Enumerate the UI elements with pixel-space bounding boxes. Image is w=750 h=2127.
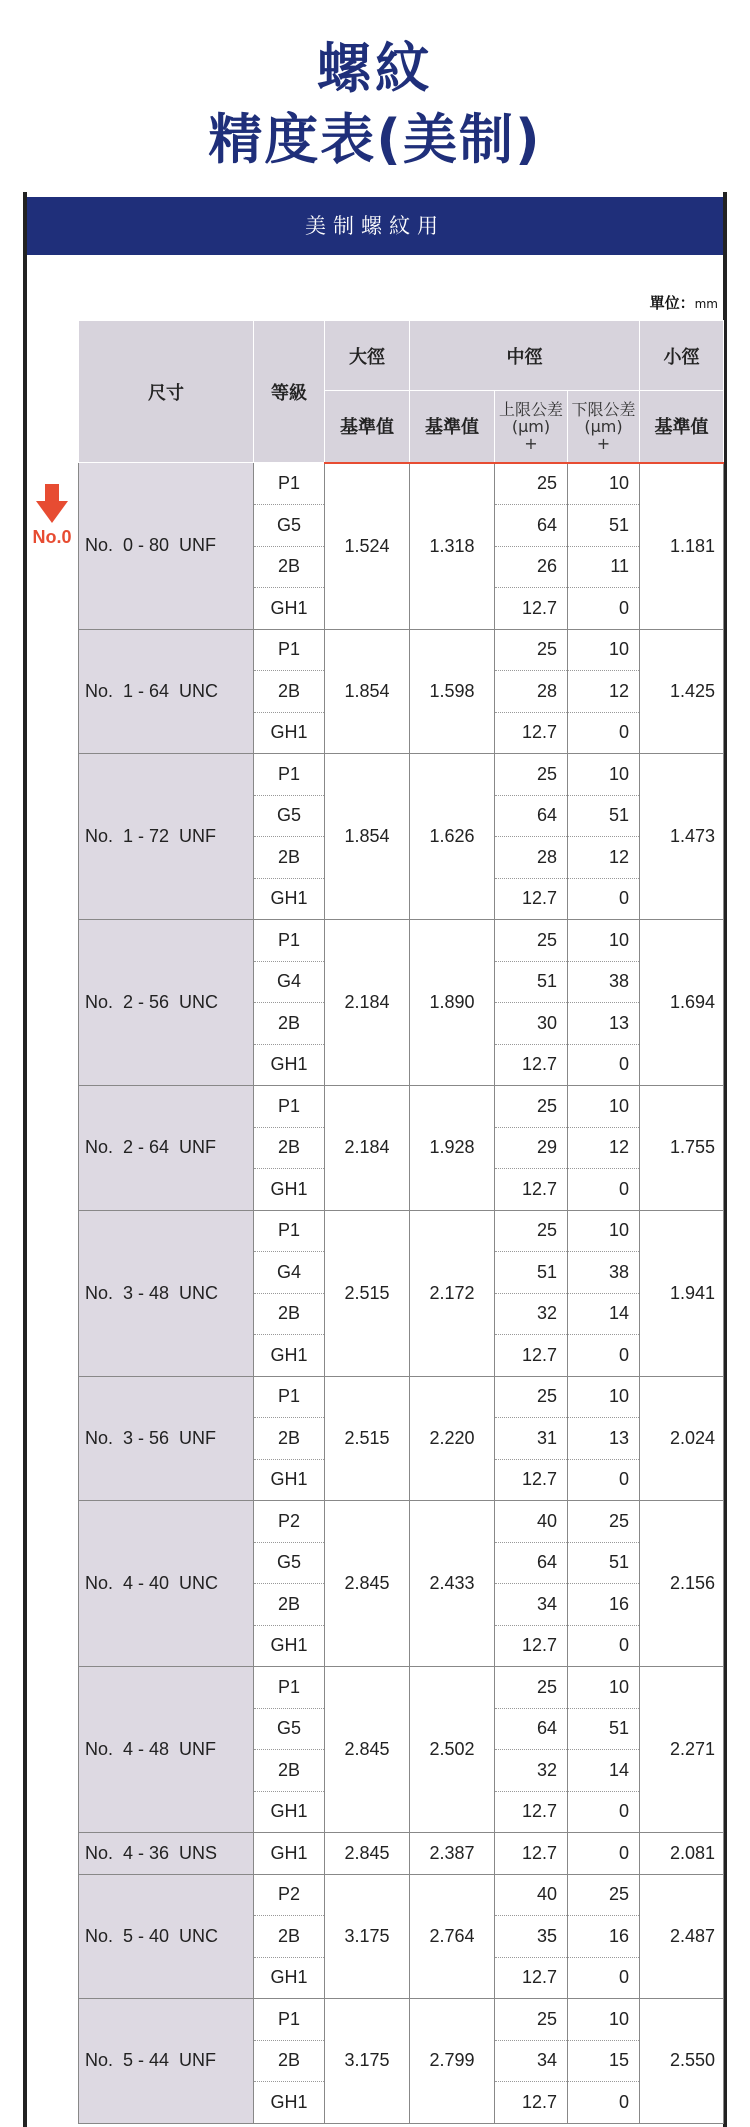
minor-diameter-cell: 1.425 bbox=[640, 629, 724, 754]
lower-tolerance-cell: 51 bbox=[568, 1708, 640, 1750]
lower-tolerance-cell: 10 bbox=[568, 1999, 640, 2041]
pitch-diameter-cell: 1.318 bbox=[410, 463, 495, 630]
header-lower-tolerance bbox=[568, 391, 640, 463]
upper-tolerance-cell: 12.7 bbox=[495, 588, 568, 630]
grade-cell: 2B bbox=[254, 1127, 325, 1169]
minor-diameter-cell: 1.755 bbox=[640, 1086, 724, 1211]
grade-cell: P1 bbox=[254, 754, 325, 796]
table-row bbox=[79, 920, 724, 962]
pitch-diameter-cell: 1.928 bbox=[410, 1086, 495, 1211]
grade-cell: GH1 bbox=[254, 1169, 325, 1211]
upper-tolerance-cell: 12.7 bbox=[495, 1625, 568, 1667]
upper-tolerance-cell: 26 bbox=[495, 546, 568, 588]
upper-tolerance-cell: 12.7 bbox=[495, 878, 568, 920]
upper-tolerance-cell: 12.7 bbox=[495, 1791, 568, 1833]
thread-size-cell: No. 2 - 64 UNF bbox=[79, 1086, 254, 1211]
lower-tolerance-cell: 0 bbox=[568, 1459, 640, 1501]
lower-tolerance-cell: 0 bbox=[568, 878, 640, 920]
upper-tolerance-cell: 25 bbox=[495, 754, 568, 796]
lower-tolerance-cell: 10 bbox=[568, 1086, 640, 1128]
upper-unit: (µm) bbox=[511, 416, 551, 436]
unit-value: mm bbox=[694, 297, 718, 311]
size-marker bbox=[25, 484, 79, 548]
grade-cell: 2B bbox=[254, 1584, 325, 1626]
pitch-diameter-cell: 2.764 bbox=[410, 1874, 495, 1999]
major-diameter-cell: 2.845 bbox=[325, 1501, 410, 1667]
lower-tolerance-cell: 0 bbox=[568, 2082, 640, 2124]
upper-tolerance-cell: 40 bbox=[495, 1501, 568, 1543]
pitch-diameter-cell: 2.172 bbox=[410, 1210, 495, 1376]
major-diameter-cell: 1.524 bbox=[325, 463, 410, 630]
lower-tolerance-cell: 10 bbox=[568, 754, 640, 796]
upper-tolerance-cell: 31 bbox=[495, 1418, 568, 1460]
upper-tolerance-cell: 64 bbox=[495, 795, 568, 837]
grade-cell: G5 bbox=[254, 1708, 325, 1750]
upper-tolerance-cell: 12.7 bbox=[495, 1169, 568, 1211]
lower-tolerance-cell: 13 bbox=[568, 1418, 640, 1460]
thread-size-cell: No. 4 - 40 UNC bbox=[79, 1501, 254, 1667]
upper-tolerance-cell: 25 bbox=[495, 1999, 568, 2041]
grade-cell: 2B bbox=[254, 546, 325, 588]
thread-size-cell: No. 4 - 48 UNF bbox=[79, 1667, 254, 1833]
table-row bbox=[79, 1376, 724, 1418]
table-row bbox=[79, 1999, 724, 2041]
grade-cell: GH1 bbox=[254, 1833, 325, 1875]
grade-cell: GH1 bbox=[254, 1044, 325, 1086]
minor-diameter-cell: 1.694 bbox=[640, 920, 724, 1086]
table-row bbox=[79, 629, 724, 671]
thread-size-cell: No. 1 - 64 UNC bbox=[79, 629, 254, 754]
upper-tolerance-cell: 12.7 bbox=[495, 712, 568, 754]
table-row bbox=[79, 1874, 724, 1916]
lower-unit: (µm) bbox=[584, 416, 623, 436]
pitch-diameter-cell: 2.220 bbox=[410, 1376, 495, 1501]
grade-cell: GH1 bbox=[254, 588, 325, 630]
arrow-down-icon-stem bbox=[45, 484, 59, 501]
upper-tolerance-cell: 25 bbox=[495, 629, 568, 671]
lower-tolerance-cell: 10 bbox=[568, 1376, 640, 1418]
grade-cell: P1 bbox=[254, 1086, 325, 1128]
grade-cell: GH1 bbox=[254, 1957, 325, 1999]
major-diameter-cell: 1.854 bbox=[325, 754, 410, 920]
lower-tolerance-cell: 38 bbox=[568, 961, 640, 1003]
grade-cell: G5 bbox=[254, 1542, 325, 1584]
lower-tolerance-cell: 0 bbox=[568, 588, 640, 630]
grade-cell: GH1 bbox=[254, 878, 325, 920]
lower-tolerance-cell: 0 bbox=[568, 1791, 640, 1833]
grade-cell: P1 bbox=[254, 1999, 325, 2041]
arrow-down-icon bbox=[36, 501, 68, 523]
major-diameter-cell: 2.184 bbox=[325, 920, 410, 1086]
unit-label: 單位： bbox=[649, 294, 695, 312]
grade-cell: GH1 bbox=[254, 2082, 325, 2124]
header-class: 等級 bbox=[254, 321, 325, 463]
upper-tolerance-cell: 64 bbox=[495, 1542, 568, 1584]
grade-cell: P1 bbox=[254, 1210, 325, 1252]
grade-cell: P1 bbox=[254, 629, 325, 671]
page-subtitle: 精度表(美制) bbox=[208, 108, 542, 171]
major-diameter-cell: 3.175 bbox=[325, 1999, 410, 2124]
lower-tolerance-cell: 12 bbox=[568, 671, 640, 713]
thread-size-cell: No. 2 - 56 UNC bbox=[79, 920, 254, 1086]
upper-tolerance-cell: 51 bbox=[495, 961, 568, 1003]
upper-tolerance-cell: 25 bbox=[495, 1086, 568, 1128]
grade-cell: P2 bbox=[254, 1874, 325, 1916]
major-diameter-cell: 2.515 bbox=[325, 1376, 410, 1501]
lower-tolerance-cell: 25 bbox=[568, 1874, 640, 1916]
grade-cell: G4 bbox=[254, 1252, 325, 1294]
upper-tolerance-cell: 25 bbox=[495, 1376, 568, 1418]
grade-cell: P1 bbox=[254, 920, 325, 962]
grade-cell: 2B bbox=[254, 671, 325, 713]
upper-tolerance-cell: 28 bbox=[495, 671, 568, 713]
grade-cell: P1 bbox=[254, 1667, 325, 1709]
grade-cell: 2B bbox=[254, 1916, 325, 1958]
upper-sign: + bbox=[524, 433, 538, 453]
lower-tolerance-cell: 25 bbox=[568, 1501, 640, 1543]
thread-size-cell: No. 3 - 56 UNF bbox=[79, 1376, 254, 1501]
lower-tolerance-cell: 10 bbox=[568, 920, 640, 962]
pitch-diameter-cell: 2.433 bbox=[410, 1501, 495, 1667]
pitch-diameter-cell: 1.626 bbox=[410, 754, 495, 920]
lower-tolerance-cell: 51 bbox=[568, 795, 640, 837]
minor-diameter-cell: 2.550 bbox=[640, 1999, 724, 2124]
upper-tolerance-cell: 25 bbox=[495, 920, 568, 962]
page-title: 螺紋 bbox=[317, 37, 433, 100]
lower-tolerance-cell: 16 bbox=[568, 1584, 640, 1626]
upper-tolerance-cell: 12.7 bbox=[495, 1833, 568, 1875]
upper-tolerance-cell: 12.7 bbox=[495, 1957, 568, 1999]
lower-tolerance-cell: 0 bbox=[568, 1044, 640, 1086]
table-row bbox=[79, 1833, 724, 1875]
upper-tolerance-cell: 29 bbox=[495, 1127, 568, 1169]
upper-tolerance-cell: 25 bbox=[495, 463, 568, 505]
section-banner: 美制螺紋用 bbox=[27, 197, 723, 255]
grade-cell: 2B bbox=[254, 1418, 325, 1460]
upper-tolerance-cell: 25 bbox=[495, 1210, 568, 1252]
lower-tolerance-cell: 0 bbox=[568, 1833, 640, 1875]
lower-tolerance-cell: 51 bbox=[568, 1542, 640, 1584]
grade-cell: GH1 bbox=[254, 1335, 325, 1377]
thread-size-cell: No. 4 - 36 UNS bbox=[79, 1833, 254, 1875]
grade-cell: GH1 bbox=[254, 712, 325, 754]
minor-diameter-cell: 1.941 bbox=[640, 1210, 724, 1376]
grade-cell: G5 bbox=[254, 505, 325, 547]
grade-cell: 2B bbox=[254, 1003, 325, 1045]
upper-tolerance-cell: 35 bbox=[495, 1916, 568, 1958]
lower-tolerance-cell: 15 bbox=[568, 2040, 640, 2082]
grade-cell: P2 bbox=[254, 1501, 325, 1543]
minor-diameter-cell: 2.024 bbox=[640, 1376, 724, 1501]
upper-tolerance-cell: 34 bbox=[495, 2040, 568, 2082]
pitch-diameter-cell: 2.502 bbox=[410, 1667, 495, 1833]
lower-tolerance-cell: 51 bbox=[568, 505, 640, 547]
minor-diameter-cell: 1.473 bbox=[640, 754, 724, 920]
lower-tolerance-cell: 13 bbox=[568, 1003, 640, 1045]
lower-sign: + bbox=[596, 433, 611, 453]
thread-size-cell: No. 0 - 80 UNF bbox=[79, 463, 254, 630]
upper-tolerance-cell: 28 bbox=[495, 837, 568, 879]
lower-tolerance-cell: 14 bbox=[568, 1293, 640, 1335]
table-row bbox=[79, 1086, 724, 1128]
pitch-diameter-cell: 1.598 bbox=[410, 629, 495, 754]
major-diameter-cell: 2.184 bbox=[325, 1086, 410, 1211]
lower-tolerance-cell: 10 bbox=[568, 1667, 640, 1709]
thread-size-cell: No. 3 - 48 UNC bbox=[79, 1210, 254, 1376]
header-major-base: 基準值 bbox=[325, 391, 410, 463]
upper-tolerance-cell: 51 bbox=[495, 1252, 568, 1294]
lower-tolerance-cell: 12 bbox=[568, 837, 640, 879]
header-minor: 小徑 bbox=[640, 321, 724, 391]
lower-tolerance-cell: 0 bbox=[568, 1625, 640, 1667]
upper-label: 上限公差 bbox=[498, 399, 563, 419]
upper-tolerance-cell: 34 bbox=[495, 1584, 568, 1626]
lower-label: 下限公差 bbox=[571, 399, 636, 419]
minor-diameter-cell: 2.156 bbox=[640, 1501, 724, 1667]
minor-diameter-cell: 2.487 bbox=[640, 1874, 724, 1999]
pitch-diameter-cell: 2.387 bbox=[410, 1833, 495, 1875]
table-body bbox=[79, 463, 724, 2124]
grade-cell: 2B bbox=[254, 837, 325, 879]
grade-cell: 2B bbox=[254, 1293, 325, 1335]
upper-tolerance-cell: 25 bbox=[495, 1667, 568, 1709]
unit-note bbox=[650, 292, 718, 313]
pitch-diameter-cell: 1.890 bbox=[410, 920, 495, 1086]
lower-tolerance-cell: 14 bbox=[568, 1750, 640, 1792]
upper-tolerance-cell: 64 bbox=[495, 1708, 568, 1750]
lower-tolerance-cell: 38 bbox=[568, 1252, 640, 1294]
upper-tolerance-cell: 64 bbox=[495, 505, 568, 547]
lower-tolerance-cell: 0 bbox=[568, 1957, 640, 1999]
table-row bbox=[79, 1501, 724, 1543]
minor-diameter-cell: 2.271 bbox=[640, 1667, 724, 1833]
upper-tolerance-cell: 40 bbox=[495, 1874, 568, 1916]
upper-tolerance-cell: 30 bbox=[495, 1003, 568, 1045]
upper-tolerance-cell: 32 bbox=[495, 1750, 568, 1792]
grade-cell: 2B bbox=[254, 1750, 325, 1792]
header-upper-tolerance bbox=[495, 391, 568, 463]
lower-tolerance-cell: 10 bbox=[568, 1210, 640, 1252]
thread-precision-table bbox=[78, 320, 724, 2124]
thread-size-cell: No. 5 - 40 UNC bbox=[79, 1874, 254, 1999]
header-minor-base: 基準值 bbox=[640, 391, 724, 463]
pitch-diameter-cell: 2.799 bbox=[410, 1999, 495, 2124]
marker-label: No.0 bbox=[32, 527, 72, 547]
minor-diameter-cell: 2.081 bbox=[640, 1833, 724, 1875]
lower-tolerance-cell: 16 bbox=[568, 1916, 640, 1958]
lower-tolerance-cell: 11 bbox=[568, 546, 640, 588]
grade-cell: GH1 bbox=[254, 1625, 325, 1667]
minor-diameter-cell: 1.181 bbox=[640, 463, 724, 630]
header-size: 尺寸 bbox=[79, 321, 254, 463]
lower-tolerance-cell: 0 bbox=[568, 712, 640, 754]
grade-cell: G4 bbox=[254, 961, 325, 1003]
lower-tolerance-cell: 10 bbox=[568, 629, 640, 671]
upper-tolerance-cell: 12.7 bbox=[495, 1335, 568, 1377]
grade-cell: G5 bbox=[254, 795, 325, 837]
thread-size-cell: No. 1 - 72 UNF bbox=[79, 754, 254, 920]
header-major: 大徑 bbox=[325, 321, 410, 391]
lower-tolerance-cell: 0 bbox=[568, 1335, 640, 1377]
grade-cell: P1 bbox=[254, 463, 325, 505]
table-row bbox=[79, 1210, 724, 1252]
major-diameter-cell: 1.854 bbox=[325, 629, 410, 754]
table-row bbox=[79, 1667, 724, 1709]
major-diameter-cell: 2.515 bbox=[325, 1210, 410, 1376]
upper-tolerance-cell: 12.7 bbox=[495, 2082, 568, 2124]
lower-tolerance-cell: 10 bbox=[568, 463, 640, 505]
thread-size-cell: No. 5 - 44 UNF bbox=[79, 1999, 254, 2124]
major-diameter-cell: 2.845 bbox=[325, 1833, 410, 1875]
header-pitch-base: 基準值 bbox=[410, 391, 495, 463]
grade-cell: GH1 bbox=[254, 1791, 325, 1833]
table-row bbox=[79, 463, 724, 505]
grade-cell: P1 bbox=[254, 1376, 325, 1418]
upper-tolerance-cell: 32 bbox=[495, 1293, 568, 1335]
grade-cell: 2B bbox=[254, 2040, 325, 2082]
grade-cell: GH1 bbox=[254, 1459, 325, 1501]
table-row bbox=[79, 754, 724, 796]
lower-tolerance-cell: 0 bbox=[568, 1169, 640, 1211]
lower-tolerance-cell: 12 bbox=[568, 1127, 640, 1169]
major-diameter-cell: 3.175 bbox=[325, 1874, 410, 1999]
upper-tolerance-cell: 12.7 bbox=[495, 1044, 568, 1086]
header-pitch: 中徑 bbox=[410, 321, 640, 391]
upper-tolerance-cell: 12.7 bbox=[495, 1459, 568, 1501]
major-diameter-cell: 2.845 bbox=[325, 1667, 410, 1833]
